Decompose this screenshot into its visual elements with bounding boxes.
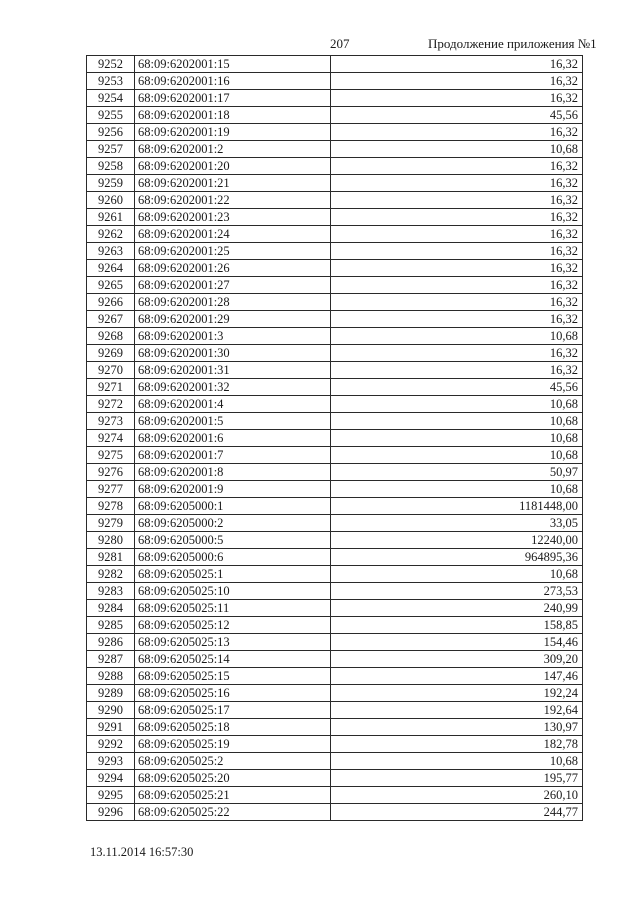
- table-row: [87, 73, 583, 90]
- row-number: 9295: [87, 787, 135, 804]
- table-row: [87, 124, 583, 141]
- table-row: [87, 600, 583, 617]
- value-cell: 154,46: [331, 634, 583, 651]
- cadastral-number: 68:09:6202001:5: [135, 413, 331, 430]
- table-row: [87, 719, 583, 736]
- value-cell: 16,32: [331, 192, 583, 209]
- value-cell: 964895,36: [331, 549, 583, 566]
- cadastral-number: 68:09:6202001:23: [135, 209, 331, 226]
- table-row: [87, 294, 583, 311]
- appendix-caption: Продолжение приложения №1: [428, 36, 597, 51]
- cadastral-number: 68:09:6202001:31: [135, 362, 331, 379]
- table-row: [87, 209, 583, 226]
- cadastral-number: 68:09:6202001:8: [135, 464, 331, 481]
- row-number: 9265: [87, 277, 135, 294]
- value-cell: 16,32: [331, 362, 583, 379]
- cadastral-number: 68:09:6202001:19: [135, 124, 331, 141]
- table-row: [87, 396, 583, 413]
- value-cell: 182,78: [331, 736, 583, 753]
- table-row: [87, 175, 583, 192]
- parcel-table: [86, 55, 583, 821]
- cadastral-number: 68:09:6202001:16: [135, 73, 331, 90]
- value-cell: 16,32: [331, 311, 583, 328]
- cadastral-number: 68:09:6202001:2: [135, 141, 331, 158]
- row-number: 9293: [87, 753, 135, 770]
- value-cell: 16,32: [331, 73, 583, 90]
- cadastral-number: 68:09:6202001:7: [135, 447, 331, 464]
- row-number: 9278: [87, 498, 135, 515]
- value-cell: 309,20: [331, 651, 583, 668]
- value-cell: 10,68: [331, 328, 583, 345]
- cadastral-number: 68:09:6205025:19: [135, 736, 331, 753]
- value-cell: 16,32: [331, 294, 583, 311]
- value-cell: 244,77: [331, 804, 583, 821]
- cadastral-number: 68:09:6202001:25: [135, 243, 331, 260]
- row-number: 9292: [87, 736, 135, 753]
- cadastral-number: 68:09:6205025:1: [135, 566, 331, 583]
- cadastral-number: 68:09:6202001:24: [135, 226, 331, 243]
- row-number: 9286: [87, 634, 135, 651]
- row-number: 9252: [87, 56, 135, 73]
- value-cell: 45,56: [331, 107, 583, 124]
- row-number: 9264: [87, 260, 135, 277]
- row-number: 9263: [87, 243, 135, 260]
- value-cell: 16,32: [331, 90, 583, 107]
- row-number: 9279: [87, 515, 135, 532]
- value-cell: 33,05: [331, 515, 583, 532]
- cadastral-number: 68:09:6202001:21: [135, 175, 331, 192]
- cadastral-number: 68:09:6205025:17: [135, 702, 331, 719]
- value-cell: 16,32: [331, 277, 583, 294]
- row-number: 9266: [87, 294, 135, 311]
- value-cell: 10,68: [331, 430, 583, 447]
- cadastral-number: 68:09:6202001:26: [135, 260, 331, 277]
- row-number: 9260: [87, 192, 135, 209]
- value-cell: 50,97: [331, 464, 583, 481]
- cadastral-number: 68:09:6205000:1: [135, 498, 331, 515]
- cadastral-number: 68:09:6205025:2: [135, 753, 331, 770]
- row-number: 9270: [87, 362, 135, 379]
- row-number: 9280: [87, 532, 135, 549]
- table-row: [87, 226, 583, 243]
- table-row: [87, 498, 583, 515]
- value-cell: 158,85: [331, 617, 583, 634]
- table-row: [87, 804, 583, 821]
- row-number: 9274: [87, 430, 135, 447]
- row-number: 9277: [87, 481, 135, 498]
- row-number: 9288: [87, 668, 135, 685]
- value-cell: 195,77: [331, 770, 583, 787]
- row-number: 9254: [87, 90, 135, 107]
- value-cell: 192,64: [331, 702, 583, 719]
- table-row: [87, 566, 583, 583]
- table-row: [87, 770, 583, 787]
- table-row: [87, 192, 583, 209]
- cadastral-number: 68:09:6205025:15: [135, 668, 331, 685]
- table-row: [87, 481, 583, 498]
- row-number: 9268: [87, 328, 135, 345]
- cadastral-number: 68:09:6205000:2: [135, 515, 331, 532]
- value-cell: 16,32: [331, 209, 583, 226]
- table-row: [87, 141, 583, 158]
- row-number: 9290: [87, 702, 135, 719]
- row-number: 9253: [87, 73, 135, 90]
- row-number: 9296: [87, 804, 135, 821]
- value-cell: 16,32: [331, 124, 583, 141]
- row-number: 9283: [87, 583, 135, 600]
- value-cell: 16,32: [331, 158, 583, 175]
- value-cell: 10,68: [331, 141, 583, 158]
- cadastral-number: 68:09:6205025:13: [135, 634, 331, 651]
- row-number: 9271: [87, 379, 135, 396]
- row-number: 9273: [87, 413, 135, 430]
- cadastral-number: 68:09:6205025:12: [135, 617, 331, 634]
- value-cell: 1181448,00: [331, 498, 583, 515]
- table-row: [87, 787, 583, 804]
- row-number: 9289: [87, 685, 135, 702]
- row-number: 9276: [87, 464, 135, 481]
- table-row: [87, 277, 583, 294]
- cadastral-number: 68:09:6205025:20: [135, 770, 331, 787]
- value-cell: 16,32: [331, 226, 583, 243]
- table-row: [87, 549, 583, 566]
- value-cell: 130,97: [331, 719, 583, 736]
- cadastral-number: 68:09:6202001:27: [135, 277, 331, 294]
- row-number: 9262: [87, 226, 135, 243]
- cadastral-number: 68:09:6205025:10: [135, 583, 331, 600]
- value-cell: 147,46: [331, 668, 583, 685]
- table-row: [87, 158, 583, 175]
- row-number: 9267: [87, 311, 135, 328]
- value-cell: 16,32: [331, 260, 583, 277]
- cadastral-number: 68:09:6205025:21: [135, 787, 331, 804]
- value-cell: 16,32: [331, 243, 583, 260]
- row-number: 9275: [87, 447, 135, 464]
- value-cell: 10,68: [331, 753, 583, 770]
- value-cell: 10,68: [331, 566, 583, 583]
- value-cell: 16,32: [331, 56, 583, 73]
- value-cell: 16,32: [331, 345, 583, 362]
- table-row: [87, 447, 583, 464]
- table-body: [87, 56, 583, 821]
- row-number: 9269: [87, 345, 135, 362]
- cadastral-number: 68:09:6205025:11: [135, 600, 331, 617]
- table-row: [87, 362, 583, 379]
- table-row: [87, 107, 583, 124]
- value-cell: 240,99: [331, 600, 583, 617]
- cadastral-number: 68:09:6205000:6: [135, 549, 331, 566]
- cadastral-number: 68:09:6202001:6: [135, 430, 331, 447]
- cadastral-number: 68:09:6202001:9: [135, 481, 331, 498]
- table-row: [87, 379, 583, 396]
- cadastral-number: 68:09:6202001:30: [135, 345, 331, 362]
- row-number: 9257: [87, 141, 135, 158]
- table-row: [87, 464, 583, 481]
- table-row: [87, 413, 583, 430]
- row-number: 9259: [87, 175, 135, 192]
- table-row: [87, 515, 583, 532]
- cadastral-number: 68:09:6205025:22: [135, 804, 331, 821]
- row-number: 9282: [87, 566, 135, 583]
- cadastral-number: 68:09:6202001:3: [135, 328, 331, 345]
- cadastral-number: 68:09:6205000:5: [135, 532, 331, 549]
- table-row: [87, 617, 583, 634]
- table-row: [87, 90, 583, 107]
- value-cell: 10,68: [331, 447, 583, 464]
- cadastral-number: 68:09:6202001:18: [135, 107, 331, 124]
- cadastral-number: 68:09:6202001:29: [135, 311, 331, 328]
- cadastral-number: 68:09:6202001:4: [135, 396, 331, 413]
- table-row: [87, 328, 583, 345]
- cadastral-number: 68:09:6202001:28: [135, 294, 331, 311]
- row-number: 9291: [87, 719, 135, 736]
- cadastral-number: 68:09:6202001:32: [135, 379, 331, 396]
- table-row: [87, 260, 583, 277]
- row-number: 9258: [87, 158, 135, 175]
- row-number: 9294: [87, 770, 135, 787]
- table-row: [87, 753, 583, 770]
- cadastral-number: 68:09:6202001:22: [135, 192, 331, 209]
- cadastral-number: 68:09:6202001:17: [135, 90, 331, 107]
- page-number: 207: [330, 36, 350, 51]
- value-cell: 10,68: [331, 413, 583, 430]
- cadastral-number: 68:09:6202001:20: [135, 158, 331, 175]
- table-row: [87, 634, 583, 651]
- row-number: 9261: [87, 209, 135, 226]
- table-row: [87, 668, 583, 685]
- table-row: [87, 311, 583, 328]
- table-row: [87, 685, 583, 702]
- row-number: 9256: [87, 124, 135, 141]
- value-cell: 192,24: [331, 685, 583, 702]
- cadastral-number: 68:09:6202001:15: [135, 56, 331, 73]
- table-row: [87, 345, 583, 362]
- parcel-table-container: [86, 55, 583, 821]
- table-row: [87, 243, 583, 260]
- value-cell: 10,68: [331, 481, 583, 498]
- value-cell: 10,68: [331, 396, 583, 413]
- value-cell: 12240,00: [331, 532, 583, 549]
- cadastral-number: 68:09:6205025:14: [135, 651, 331, 668]
- cadastral-number: 68:09:6205025:16: [135, 685, 331, 702]
- table-row: [87, 532, 583, 549]
- row-number: 9281: [87, 549, 135, 566]
- table-row: [87, 702, 583, 719]
- value-cell: 45,56: [331, 379, 583, 396]
- value-cell: 16,32: [331, 175, 583, 192]
- value-cell: 260,10: [331, 787, 583, 804]
- row-number: 9272: [87, 396, 135, 413]
- row-number: 9285: [87, 617, 135, 634]
- table-row: [87, 736, 583, 753]
- row-number: 9255: [87, 107, 135, 124]
- value-cell: 273,53: [331, 583, 583, 600]
- cadastral-number: 68:09:6205025:18: [135, 719, 331, 736]
- row-number: 9284: [87, 600, 135, 617]
- table-row: [87, 651, 583, 668]
- table-row: [87, 56, 583, 73]
- table-row: [87, 430, 583, 447]
- table-row: [87, 583, 583, 600]
- row-number: 9287: [87, 651, 135, 668]
- print-timestamp: 13.11.2014 16:57:30: [90, 845, 194, 859]
